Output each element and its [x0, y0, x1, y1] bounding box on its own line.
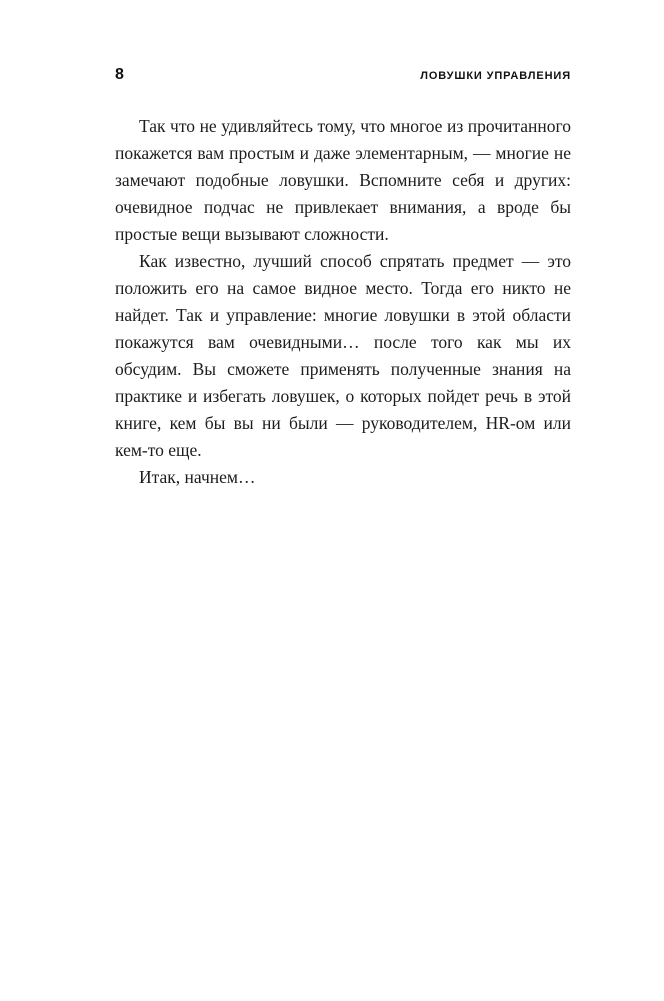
body-paragraph: Итак, начнем… — [139, 467, 256, 487]
page-header — [115, 66, 571, 84]
page-body — [115, 113, 571, 491]
running-head: ЛОВУШКИ УПРАВЛЕНИЯ — [420, 70, 571, 82]
page-number: 8 — [115, 66, 124, 83]
body-paragraph: Как известно, лучший способ спрятать предмет — это положить его на самое видное место. Тогда его никто не найдет. Так и управление: многие ловушки в этой области покажутся вам очевидными… после того как мы их обсудим. Вы сможете применять полученные знания на практике и избегать ловушек, о которых пойдет речь в этой книге, кем бы вы ни были — руководителем, HR-ом или кем-то еще. — [115, 251, 571, 460]
body-paragraph: Так что не удивляйтесь тому, что многое из прочитанного покажется вам простым и даже элементарным, — многие не замечают подобные ловушки. Вспомните себя и других: очевидное подчас не привлекает внимания, а вроде бы простые вещи вызывают сложности. — [115, 116, 571, 244]
